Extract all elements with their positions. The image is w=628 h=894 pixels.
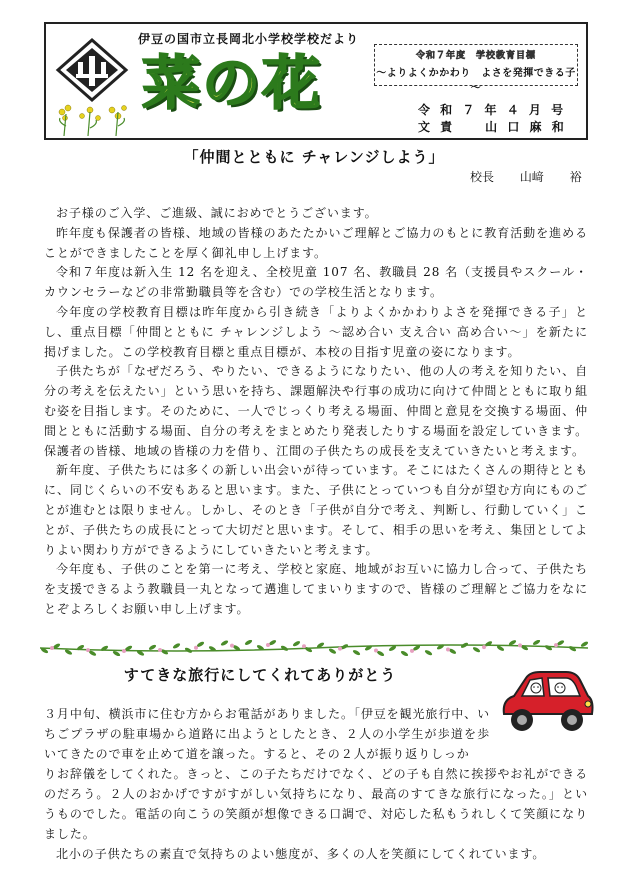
article1-paragraph: 子供たちが「なぜだろう、やりたい、できるようになりたい、他の人の考えを知りたい、自分の考えを伝えたい」という思いを持ち、課題解決や行事の成功に向けて仲間とともに取り組む姿を目指します。そのために、一人でじっくり考える場面、仲間と意見を交換する場面、仲間とともに活動する場面、自分の考えをまとめたり発表したりする場面を設定していきます。保護者の皆様、地域の皆様の力を借り、江間の子供たちの成長を支えていきたいと考えます。 xyxy=(44,364,588,458)
garland-blossom xyxy=(482,645,486,649)
garland-blossom xyxy=(302,644,306,648)
article1-paragraph: 新年度、子供たちには多くの新しい出会いが待っています。そこにはたくさんの期待とともに、同じくらいの不安もあると思います。また、子供にとっていつも自分が望む方向にものごとが進むとは限りません。しかし、そのとき「子供が自分で考え、判断し、行動していく」ことが、子供たちの成長にとって大切だと思います。そして、相手の思いを考え、集団としてよりよい関わり方ができるようにしていきたいと考えます。 xyxy=(44,463,588,557)
garland-leaf xyxy=(292,640,301,647)
garland-blossom xyxy=(86,648,90,652)
garland-leaf xyxy=(352,649,361,656)
school-emblem-logo xyxy=(52,34,132,138)
flower-garland-divider xyxy=(40,640,588,656)
motto-text: ～よりよくかかわり よさを発揮できる子～ xyxy=(376,68,576,94)
garland-leaf xyxy=(544,644,553,651)
garland-blossom xyxy=(194,646,198,650)
article1-author: 校長 山﨑 裕 xyxy=(470,170,582,184)
garland-blossom xyxy=(266,643,270,647)
garland-leaf xyxy=(172,642,181,649)
garland-leaf xyxy=(280,645,289,652)
newsletter-title: 菜の花 xyxy=(142,49,323,117)
masthead xyxy=(44,22,588,140)
garland-blossom xyxy=(158,648,162,652)
article2-headline: すてきな旅行にしてくれてありがとう xyxy=(123,666,397,684)
garland-blossom xyxy=(518,643,522,647)
garland-leaf xyxy=(328,648,337,655)
article2-paragraph: 北小の子供たちの素直で気持ちのよい態度が、多くの人を笑顔にしてくれています。 xyxy=(56,847,546,861)
garland-blossom xyxy=(50,646,54,650)
school-motto-box xyxy=(374,44,578,94)
garland-leaf xyxy=(220,640,229,647)
issue-date: 令 和 ７ 年 ４ 月 号 xyxy=(418,103,567,117)
garland-blossom xyxy=(122,649,126,653)
school-name-line: 伊豆の国市立長岡北小学校学校だより xyxy=(138,32,360,46)
garland-blossom xyxy=(230,644,234,648)
garland-blossom xyxy=(374,649,378,653)
motto-title: 令和７年度 学校教育目標 xyxy=(415,51,536,61)
editor-credit: 文 責 山 口 麻 和 xyxy=(418,120,567,134)
article1-headline: 「仲間とともに チャレンジしよう」 xyxy=(183,148,445,166)
article1-paragraph: 昨年度も保護者の皆様、地域の皆様のあたたかいご理解とご協力のもとに教育活動を進めることができましたことを厚く御礼申し上げます。 xyxy=(44,225,588,260)
garland-leaf xyxy=(472,646,481,653)
article1-paragraph: 今年度の学校教育目標は昨年度から引き続き「よりよくかかわりよさを発揮できる子」とし、重点目標「仲間とともに チャレンジしよう 〜認め合い 支え合い 高め合い〜」を新たに掲げました。この学校教育目標と重点目標が、本校の目指す児童の姿になります。 xyxy=(44,304,588,359)
garland-leaf xyxy=(580,641,588,648)
garland-blossom xyxy=(338,647,342,651)
issue-info xyxy=(418,102,567,136)
garland-blossom xyxy=(446,647,450,651)
article1-paragraph: 今年度も、子供のことを第一に考え、学校と家庭、地域がお互いに協力し合って、子供たちを支援できるよう教職員一丸となって邁進してまいりますので、皆様のご理解とご協力をなにとぞよろしくお願い申し上げます。 xyxy=(44,562,588,616)
article2-paragraph: りお辞儀をしてくれた。きっと、この子たちだけでなく、どの子も自然に挨拶やお礼ができるのだろう。２人のおかげですがすがしい気持ちになり、最高のすてきな旅行になった。」というものでした。電話の向こうの笑顔が想像できる口調で、対応した私もうれしくて笑顔になりました。 xyxy=(44,767,588,841)
article1-paragraph: 令和７年度は新入生 12 名を迎え、全校児童 107 名、教職員 28 名（支援員やスクール・カウンセラーなどの非常勤職員等を含む）での学校生活となります。 xyxy=(44,265,588,300)
garland-leaf xyxy=(532,640,541,646)
garland-blossom xyxy=(410,649,414,653)
garland-leaf xyxy=(400,650,409,656)
garland-leaf xyxy=(568,645,577,652)
garland-leaf xyxy=(244,640,253,646)
garland-leaf xyxy=(424,649,433,656)
article2-paragraph: ３月中旬、横浜市に住む方からお電話がありました。「伊豆を観光旅行中、いちごプラザの駐車場から道路に出ようとしたとき、２人の小学生が歩道を歩いてきたので車を止めて道を譲った。すると、その２人が振り返りしっか xyxy=(44,707,490,761)
garland-blossom xyxy=(554,643,558,647)
article2-body xyxy=(44,704,588,864)
article1-paragraph: お子様のご入学、ご進級、誠におめでとうございます。 xyxy=(56,206,378,220)
garland-leaf xyxy=(148,644,157,651)
article1-body xyxy=(44,204,588,620)
